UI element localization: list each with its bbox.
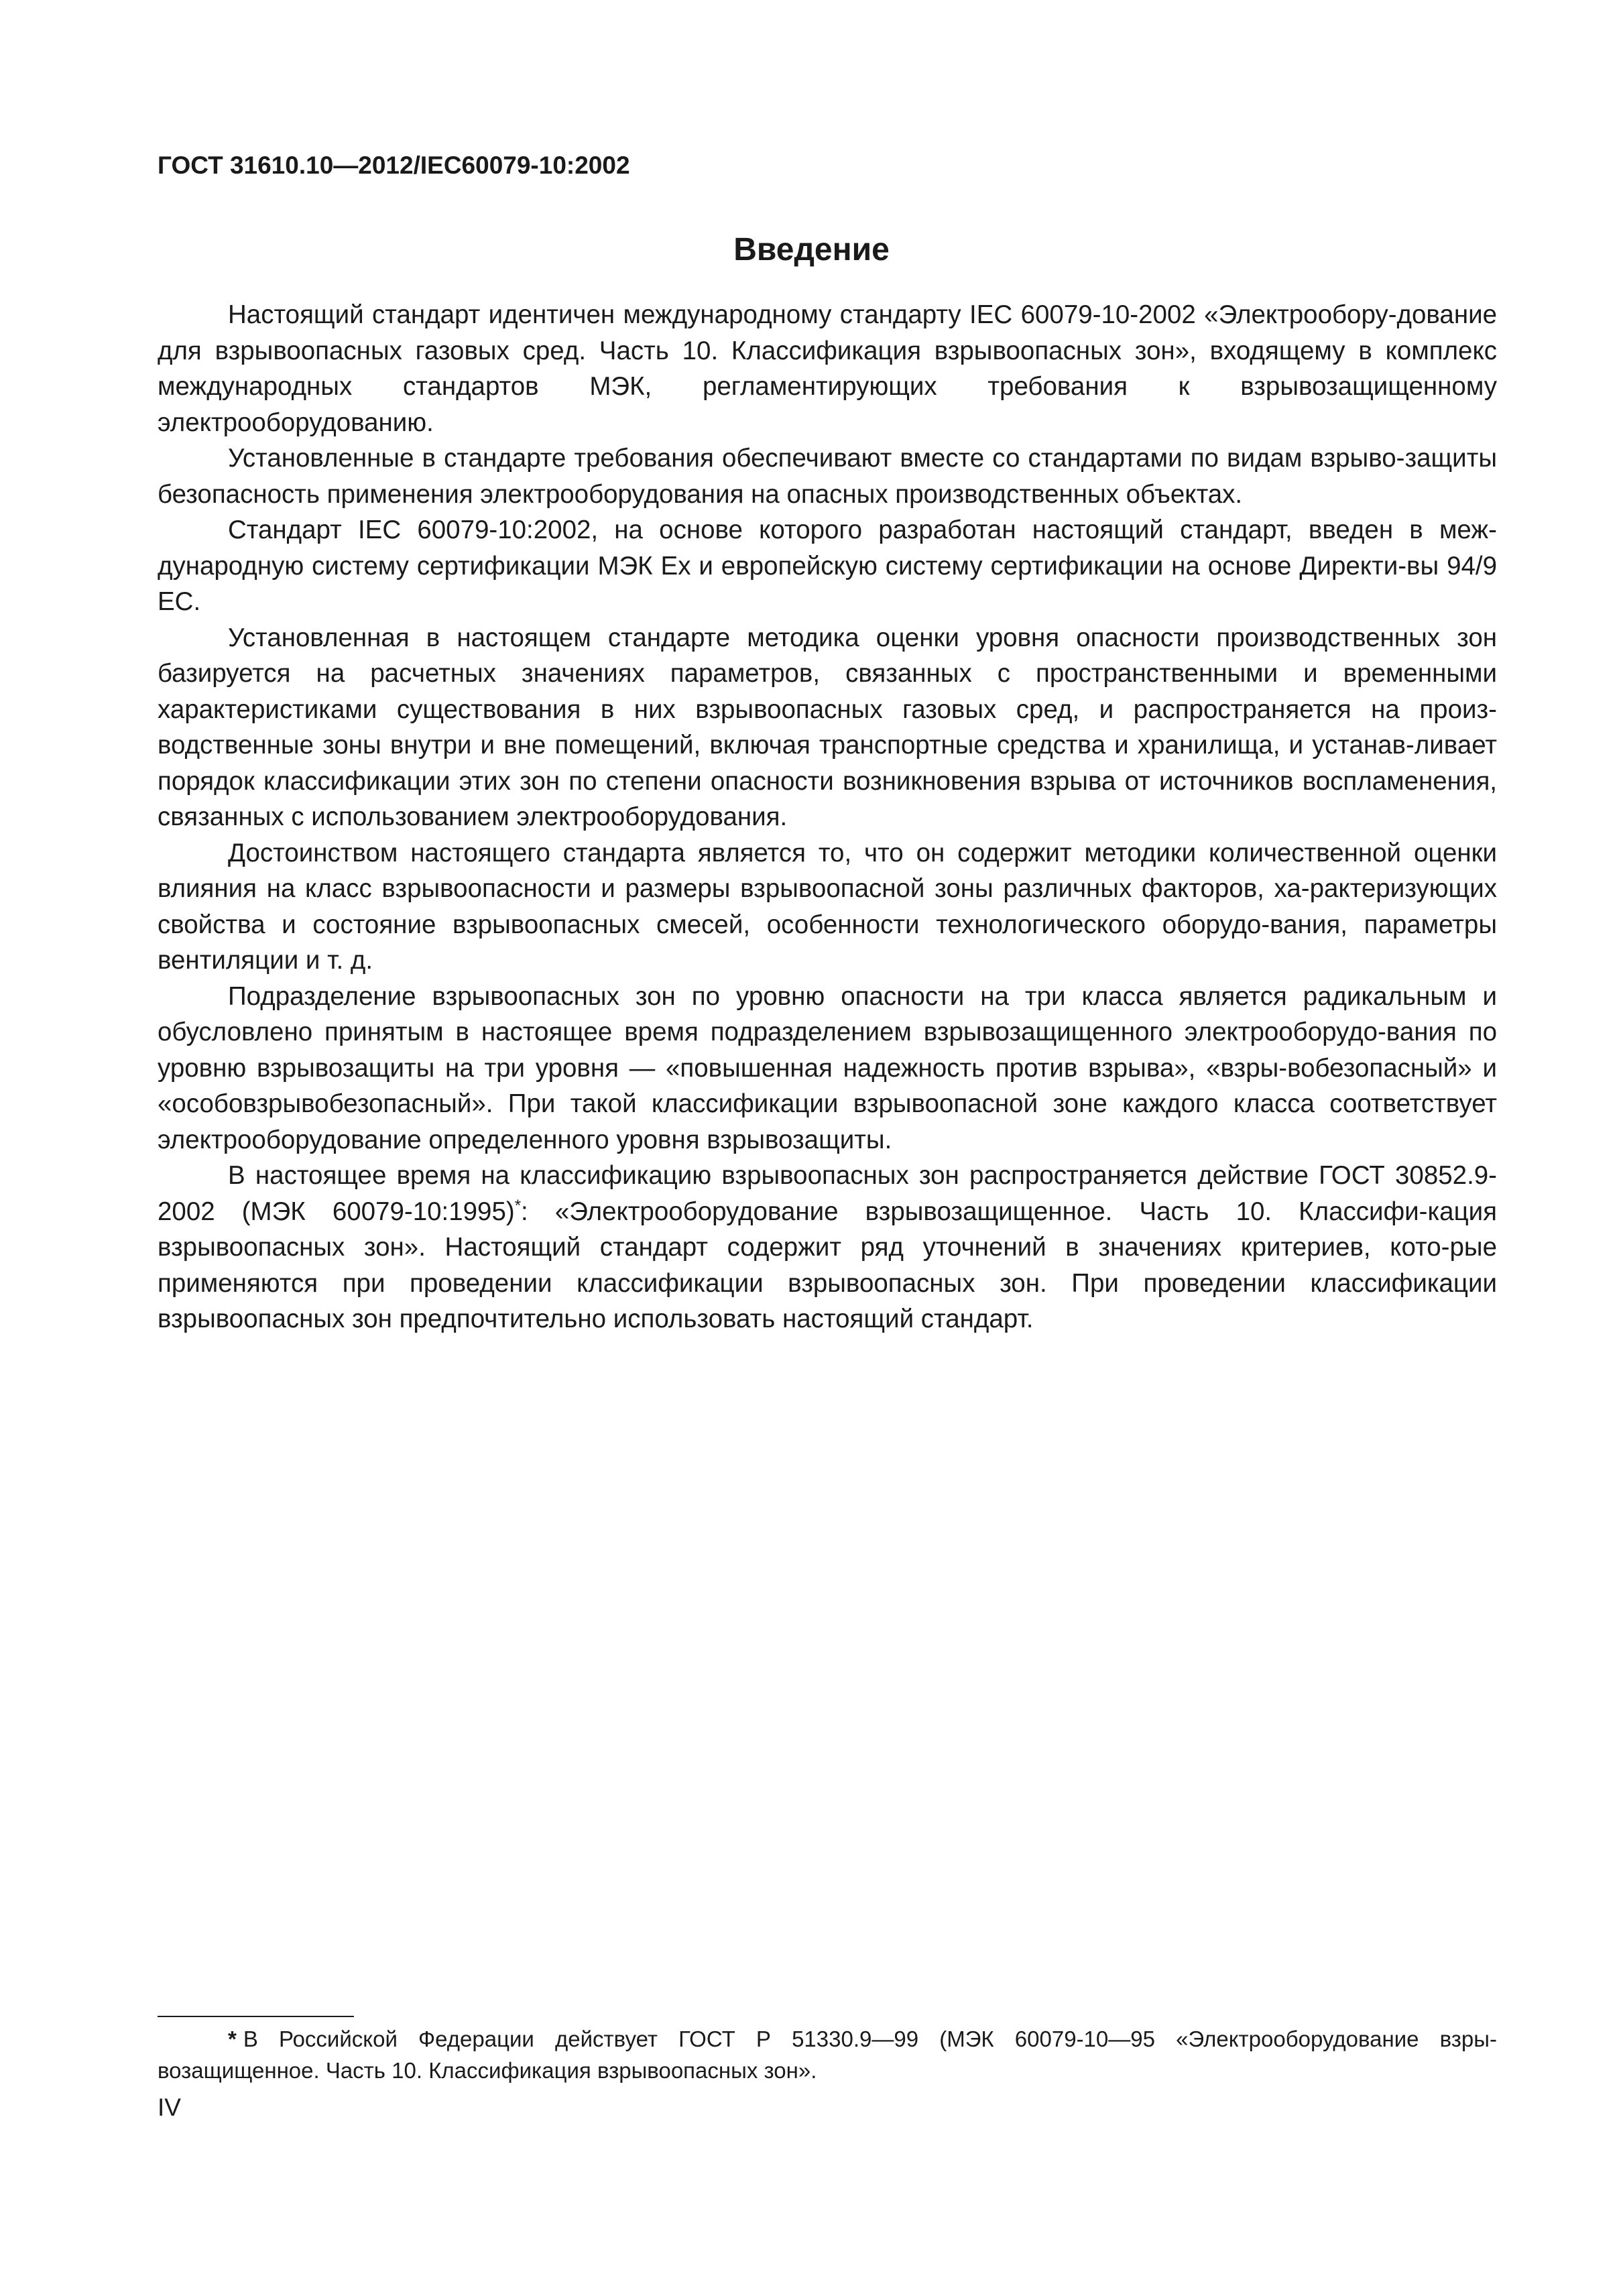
footnote-reference-mark[interactable]: * — [514, 1196, 522, 1215]
paragraph: Установленная в настоящем стандарте методика оценки уровня опасности производственных зон базируется на расчетных значениях параметров, связанных с пространственными и временными характеристиками существования в них взрывоопасных газовых сред, и распространяется на произ-водственные зоны внутри и вне помещений, включая транспортные средства и хранилища, и устанав-ливает порядок классификации этих зон по степени опасности возникновения взрыва от источников воспламенения, связанных с использованием электрооборудования. — [158, 623, 1497, 831]
footnote-separator — [158, 2016, 354, 2017]
paragraph: Достоинством настоящего стандарта является то, что он содержит методики количественной оценки влияния на класс взрывоопасности и размеры взрывоопасной зоны различных факторов, ха-рактеризующих свойства и состояние взрывоопасных смесей, особенности технологического оборудо-вания, параметры вентиляции и т. д. — [158, 838, 1497, 975]
paragraph-text-start: В настоящее время на классификацию взрывоопасных зон распространяется действие ГОСТ 30852.9-2002 (МЭК 60079-10:1995) — [158, 1161, 1497, 1226]
paragraph-text-end: : «Электрооборудование взрывозащищенное. Часть 10. Классифи-кация взрывоопасных зон». Настоящий стандарт содержит ряд уточнений в значениях критериев, кото-рые применяются при проведении классификации взрывоопасных зон. При проведении классификации взрывоопасных зон предпочтительно использовать настоящий стандарт. — [158, 1197, 1497, 1333]
paragraph: Установленные в стандарте требования обеспечивают вместе со стандартами по видам взрыво-защиты безопасность применения электрооборудования на опасных производственных объектах. — [158, 444, 1497, 509]
paragraph: Настоящий стандарт идентичен международному стандарту IEC 60079-10-2002 «Электрообору-дование для взрывоопасных газовых сред. Часть 10. Классификация взрывоопасных зон», входящему в комплекс международных стандартов МЭК, регламентирующих требования к взрывозащищенному электрооборудованию. — [158, 300, 1497, 437]
paragraph-with-footnote-ref — [158, 1158, 1497, 1337]
section-title: Введение — [733, 232, 890, 267]
footnote-mark: * — [228, 2027, 237, 2051]
footnote-paragraph — [158, 2023, 1497, 2086]
footnote — [158, 2023, 1497, 2086]
footnote-text: В Российской Федерации действует ГОСТ Р 51330.9—99 (МЭК 60079-10—95 «Электрооборудование взры-возащищенное. Часть 10. Классификация взрывоопасных зон». — [158, 2027, 1497, 2083]
introduction-body — [158, 297, 1497, 1337]
page-number: IV — [158, 2094, 181, 2121]
standard-code-header: ГОСТ 31610.10—2012/IEC60079-10:2002 — [158, 152, 630, 179]
paragraph: Стандарт IEC 60079-10:2002, на основе которого разработан настоящий стандарт, введен в меж-дународную систему сертификации МЭК Ex и европейскую систему сертификации на основе Директи-вы 94/9 ЕС. — [158, 516, 1497, 616]
paragraph: Подразделение взрывоопасных зон по уровню опасности на три класса является радикальным и обусловлено принятым в настоящее время подразделением взрывозащищенного электрооборудо-вания по уровню взрывозащиты на три уровня — «повышенная надежность против взрыва», «взры-вобезопасный» и «особовзрывобезопасный». При такой классификации взрывоопасной зоне каждого класса соответствует электрооборудование определенного уровня взрывозащиты. — [158, 981, 1497, 1154]
